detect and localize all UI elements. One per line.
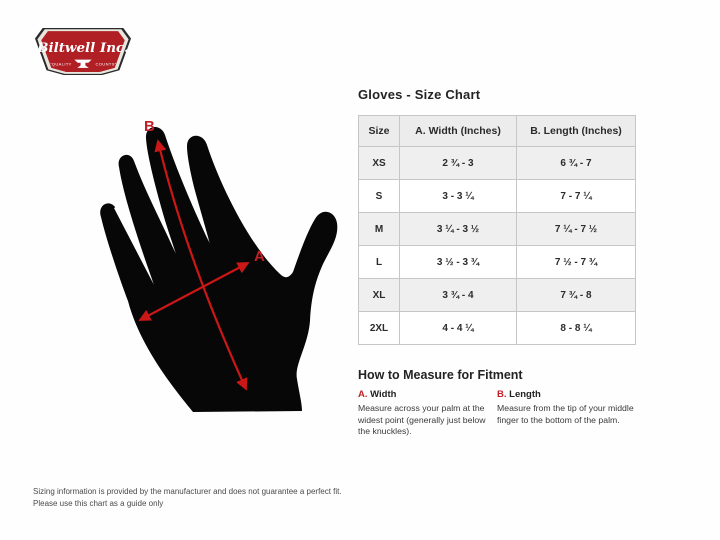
size-cell: S: [359, 180, 400, 213]
width-cell: 3 ½ - 3 ¾: [400, 246, 517, 279]
size-cell: L: [359, 246, 400, 279]
length-cell: 6 ¾ - 7: [517, 147, 636, 180]
measure-key-b: B.: [497, 389, 507, 400]
table-row: [359, 279, 636, 312]
table-row: [359, 213, 636, 246]
label-b: B: [144, 118, 155, 135]
width-cell: 3 ¾ - 4: [400, 279, 517, 312]
size-chart-title: Gloves - Size Chart: [358, 87, 481, 102]
width-cell: 3 - 3 ¼: [400, 180, 517, 213]
measure-label-length: Length: [509, 389, 541, 400]
biltwell-logo: [34, 28, 132, 76]
width-cell: 4 - 4 ¼: [400, 312, 517, 345]
table-row: [359, 180, 636, 213]
size-cell: 2XL: [359, 312, 400, 345]
length-cell: 7 - 7 ¼: [517, 180, 636, 213]
col-header-length: B. Length (Inches): [517, 116, 636, 147]
disclaimer-line-2: Please use this chart as a guide only: [33, 499, 164, 508]
measure-item-length: [497, 389, 642, 438]
disclaimer-line-1: Sizing information is provided by the manufacturer and does not guarantee a perfect fit.: [33, 487, 342, 496]
length-cell: 7 ¼ - 7 ½: [517, 213, 636, 246]
length-cell: 8 - 8 ¼: [517, 312, 636, 345]
measure-text-width: Measure across your palm at the widest point (generally just below the knuckles).: [358, 403, 486, 437]
size-chart-table: [358, 115, 636, 345]
label-a: A: [254, 248, 265, 265]
header-row: [359, 116, 636, 147]
hand-measurement-diagram: [90, 115, 340, 415]
measure-item-width: [358, 389, 492, 438]
counts-label: COUNTS": [95, 61, 117, 67]
how-to-measure-section: [358, 389, 642, 438]
measure-label-width: Width: [370, 389, 397, 400]
length-cell: 7 ¾ - 8: [517, 279, 636, 312]
disclaimer: [33, 486, 342, 510]
table-row: [359, 312, 636, 345]
table-row: [359, 246, 636, 279]
col-header-width: A. Width (Inches): [400, 116, 517, 147]
width-cell: 2 ¾ - 3: [400, 147, 517, 180]
measure-item-length-heading: [497, 389, 642, 400]
size-cell: XL: [359, 279, 400, 312]
size-cell: XS: [359, 147, 400, 180]
measure-text-length: Measure from the tip of your middle finger to the bottom of the palm.: [497, 403, 634, 425]
quality-label: "QUALITY: [50, 61, 72, 67]
size-cell: M: [359, 213, 400, 246]
brand-script: Biltwell Inc.: [37, 40, 129, 56]
length-cell: 7 ½ - 7 ¾: [517, 246, 636, 279]
width-cell: 3 ¼ - 3 ½: [400, 213, 517, 246]
table-row: [359, 147, 636, 180]
measure-item-width-heading: [358, 389, 492, 400]
how-to-measure-title: How to Measure for Fitment: [358, 368, 523, 382]
measure-key-a: A.: [358, 389, 368, 400]
col-header-size: Size: [359, 116, 400, 147]
hand-silhouette: [100, 127, 337, 412]
